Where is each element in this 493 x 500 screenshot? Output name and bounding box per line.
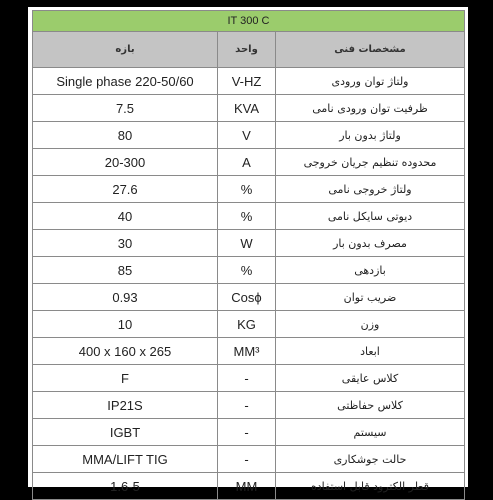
cell-value: 85 xyxy=(33,257,218,284)
header-name: مشخصات فنی xyxy=(276,32,465,68)
cell-unit: - xyxy=(218,365,276,392)
cell-name: وزن xyxy=(276,311,465,338)
cell-value: IP21S xyxy=(33,392,218,419)
table-row xyxy=(33,446,465,473)
cell-value: 30 xyxy=(33,230,218,257)
cell-name: قطر الکترود قابل استفاده xyxy=(276,473,465,500)
cell-name: حالت جوشکاری xyxy=(276,446,465,473)
cell-unit: V xyxy=(218,122,276,149)
cell-name: مصرف بدون بار xyxy=(276,230,465,257)
cell-unit: % xyxy=(218,257,276,284)
cell-name: ضریب توان xyxy=(276,284,465,311)
table-row xyxy=(33,68,465,95)
cell-name: ابعاد xyxy=(276,338,465,365)
cell-unit: A xyxy=(218,149,276,176)
cell-unit: - xyxy=(218,446,276,473)
table-row xyxy=(33,365,465,392)
cell-value: 20-300 xyxy=(33,149,218,176)
cell-value: 27.6 xyxy=(33,176,218,203)
table-header-row xyxy=(33,32,465,68)
cell-unit: % xyxy=(218,176,276,203)
table-row xyxy=(33,95,465,122)
cell-value: 0.93 xyxy=(33,284,218,311)
cell-unit: Cosϕ xyxy=(218,284,276,311)
cell-value: MMA/LIFT TIG xyxy=(33,446,218,473)
cell-value: 400 x 160 x 265 xyxy=(33,338,218,365)
cell-unit: V-HZ xyxy=(218,68,276,95)
cell-name: ولتاژ توان ورودی xyxy=(276,68,465,95)
cell-unit: MM³ xyxy=(218,338,276,365)
table-row xyxy=(33,473,465,500)
cell-name: کلاس عایقی xyxy=(276,365,465,392)
table-row xyxy=(33,176,465,203)
table-row xyxy=(33,284,465,311)
table-row xyxy=(33,122,465,149)
cell-unit: KG xyxy=(218,311,276,338)
spec-table xyxy=(32,10,465,500)
table-row xyxy=(33,230,465,257)
header-unit: واحد xyxy=(218,32,276,68)
spec-sheet xyxy=(28,7,468,494)
cell-name: کلاس حفاظتی xyxy=(276,392,465,419)
cell-name: دیوتی سایکل نامی xyxy=(276,203,465,230)
cell-name: ولتاژ بدون بار xyxy=(276,122,465,149)
table-row xyxy=(33,311,465,338)
cell-value: 7.5 xyxy=(33,95,218,122)
cell-name: سیستم xyxy=(276,419,465,446)
table-title: IT 300 C xyxy=(33,11,465,32)
table-row xyxy=(33,257,465,284)
cell-value: 10 xyxy=(33,311,218,338)
table-row xyxy=(33,419,465,446)
header-value: بازه xyxy=(33,32,218,68)
cell-value: 1.6-5 xyxy=(33,473,218,500)
table-title-row xyxy=(33,11,465,32)
cell-unit: - xyxy=(218,392,276,419)
cell-unit: KVA xyxy=(218,95,276,122)
table-row xyxy=(33,203,465,230)
cell-value: Single phase 220-50/60 xyxy=(33,68,218,95)
cell-name: بازدهی xyxy=(276,257,465,284)
cell-unit: W xyxy=(218,230,276,257)
cell-name: محدوده تنظیم جریان خروجی xyxy=(276,149,465,176)
cell-value: 40 xyxy=(33,203,218,230)
cell-name: ظرفیت توان ورودی نامی xyxy=(276,95,465,122)
table-row xyxy=(33,149,465,176)
cell-name: ولتاژ خروجی نامی xyxy=(276,176,465,203)
cell-value: F xyxy=(33,365,218,392)
cell-unit: % xyxy=(218,203,276,230)
table-row xyxy=(33,392,465,419)
cell-unit: - xyxy=(218,419,276,446)
cell-value: 80 xyxy=(33,122,218,149)
table-row xyxy=(33,338,465,365)
cell-value: IGBT xyxy=(33,419,218,446)
cell-unit: MM xyxy=(218,473,276,500)
